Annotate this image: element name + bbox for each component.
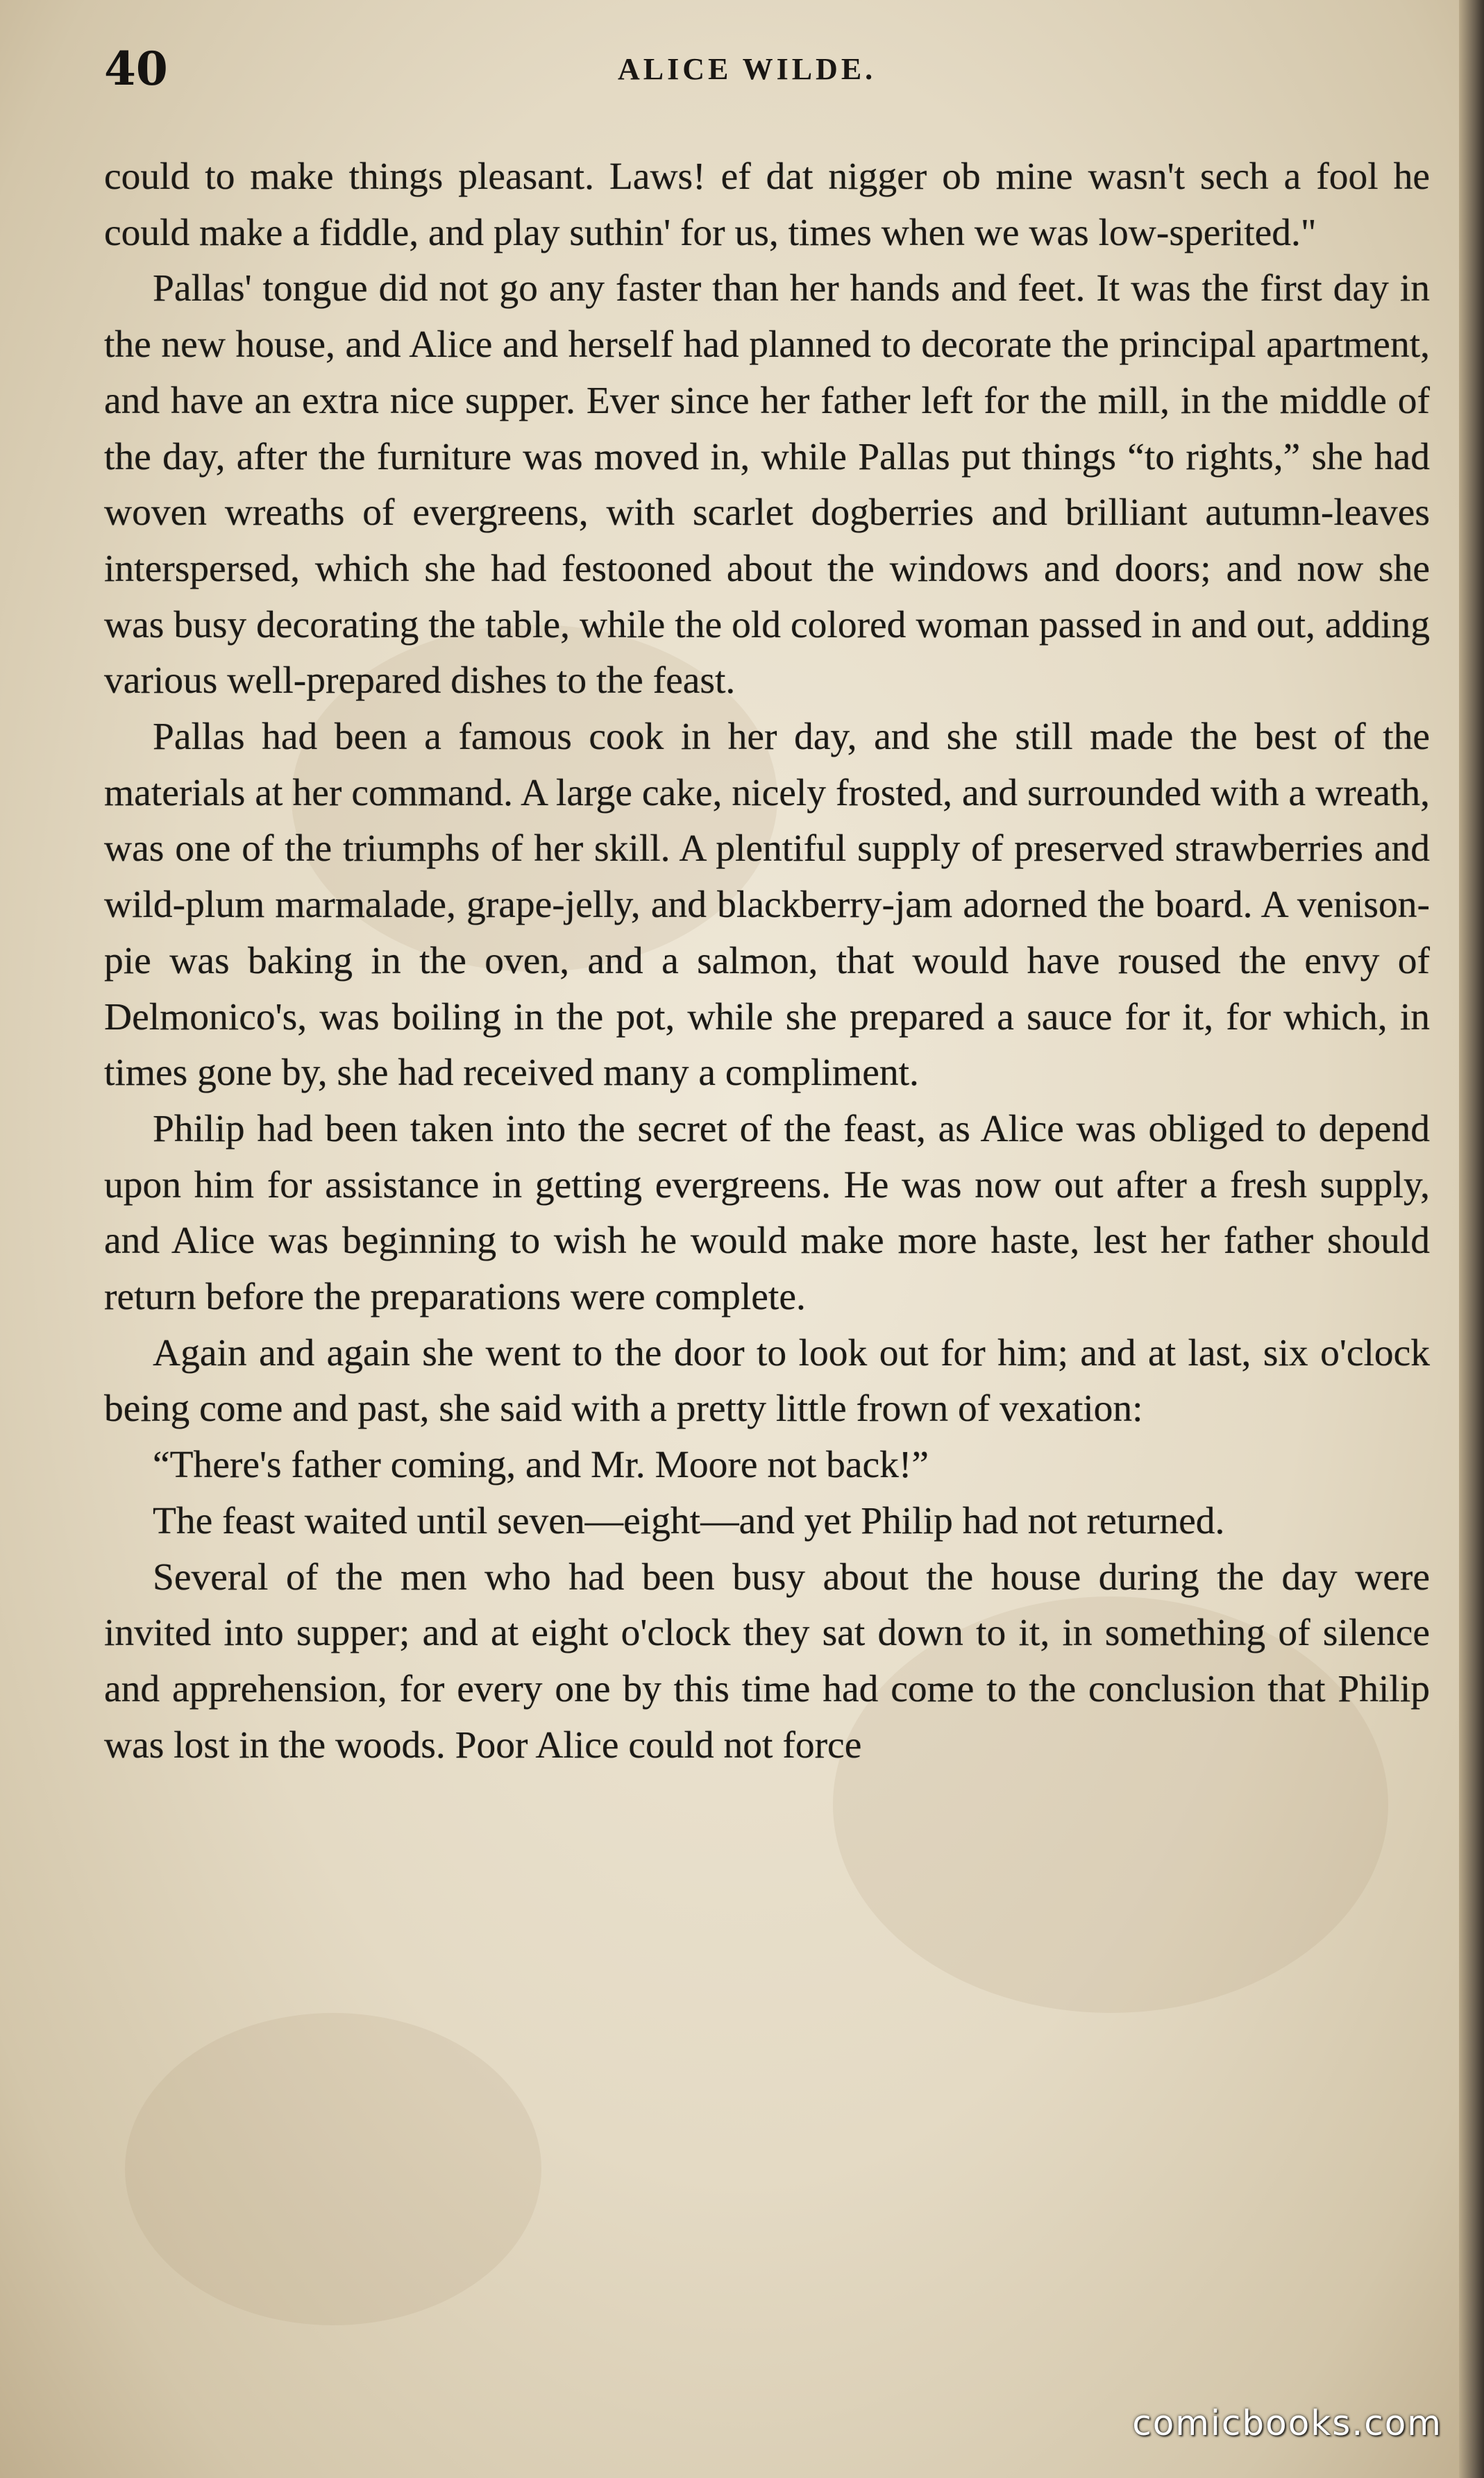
paper-stain [125,2013,541,2325]
paragraph: “There's father coming, and Mr. Moore not back!” [153,1444,929,1487]
page-number: 40 [104,42,168,96]
page-edge [1459,0,1484,2478]
paragraph: could to make things pleasant. Laws! ef dat nigger ob mine wasn't sech a fool he could make a fiddle, and play suthin' for us, times when we was low-sperited." [104,155,1430,254]
paragraph: Several of the men who had been busy about the house during the day were invited into supper; and at eight o'clock they sat down to it, in something of silence and apprehension, for every one by this time had come to the conclusion that Philip was lost in the woods. Poor Alice could not force [104,1556,1430,1767]
paragraph: Pallas' tongue did not go any faster than her hands and feet. It was the first day in the new house, and Alice and herself had planned to decorate the principal apartment, and have an extra nice supper. Ever since her father left for the mill, in the middle of the day, after the furniture was moved in, while Pallas put things “to rights,” she had woven wreaths of evergreens, with scarlet dogberries and brilliant autumn-leaves interspersed, which she had festooned about the windows and doors; and now she was busy decorating the table, while the old colored woman passed in and out, adding various well-prepared dishes to the feast. [104,267,1430,702]
paragraph: Philip had been taken into the secret of the feast, as Alice was obliged to depend upon him for assistance in getting evergreens. He was now out after a fresh supply, and Alice was beginning to wish he would make more haste, lest her father should return before the preparations were complete. [104,1107,1430,1319]
paragraph: Pallas had been a famous cook in her day, and she still made the best of the materials at her command. A large cake, nicely frosted, and surrounded with a wreath, was one of the triumphs of her skill. A plentiful supply of preserved strawberries and wild-plum marmalade, grape-jelly, and blackberry-jam adorned the board. A venison-pie was baking in the oven, and a salmon, that would have roused the envy of Delmonico's, was boiling in the pot, while she prepared a sauce for it, for which, in times gone by, she had received many a compliment. [104,716,1430,1095]
watermark: comicbooks.com [1132,2403,1442,2443]
paragraph: Again and again she went to the door to look out for him; and at last, six o'clock being come and past, she said with a pretty little frown of vexation: [104,1331,1430,1431]
page-header [104,42,1430,104]
paragraph: The feast waited until seven—eight—and yet Philip had not returned. [153,1499,1225,1542]
body-text [104,149,1430,1773]
running-head: ALICE WILDE. [618,52,877,86]
